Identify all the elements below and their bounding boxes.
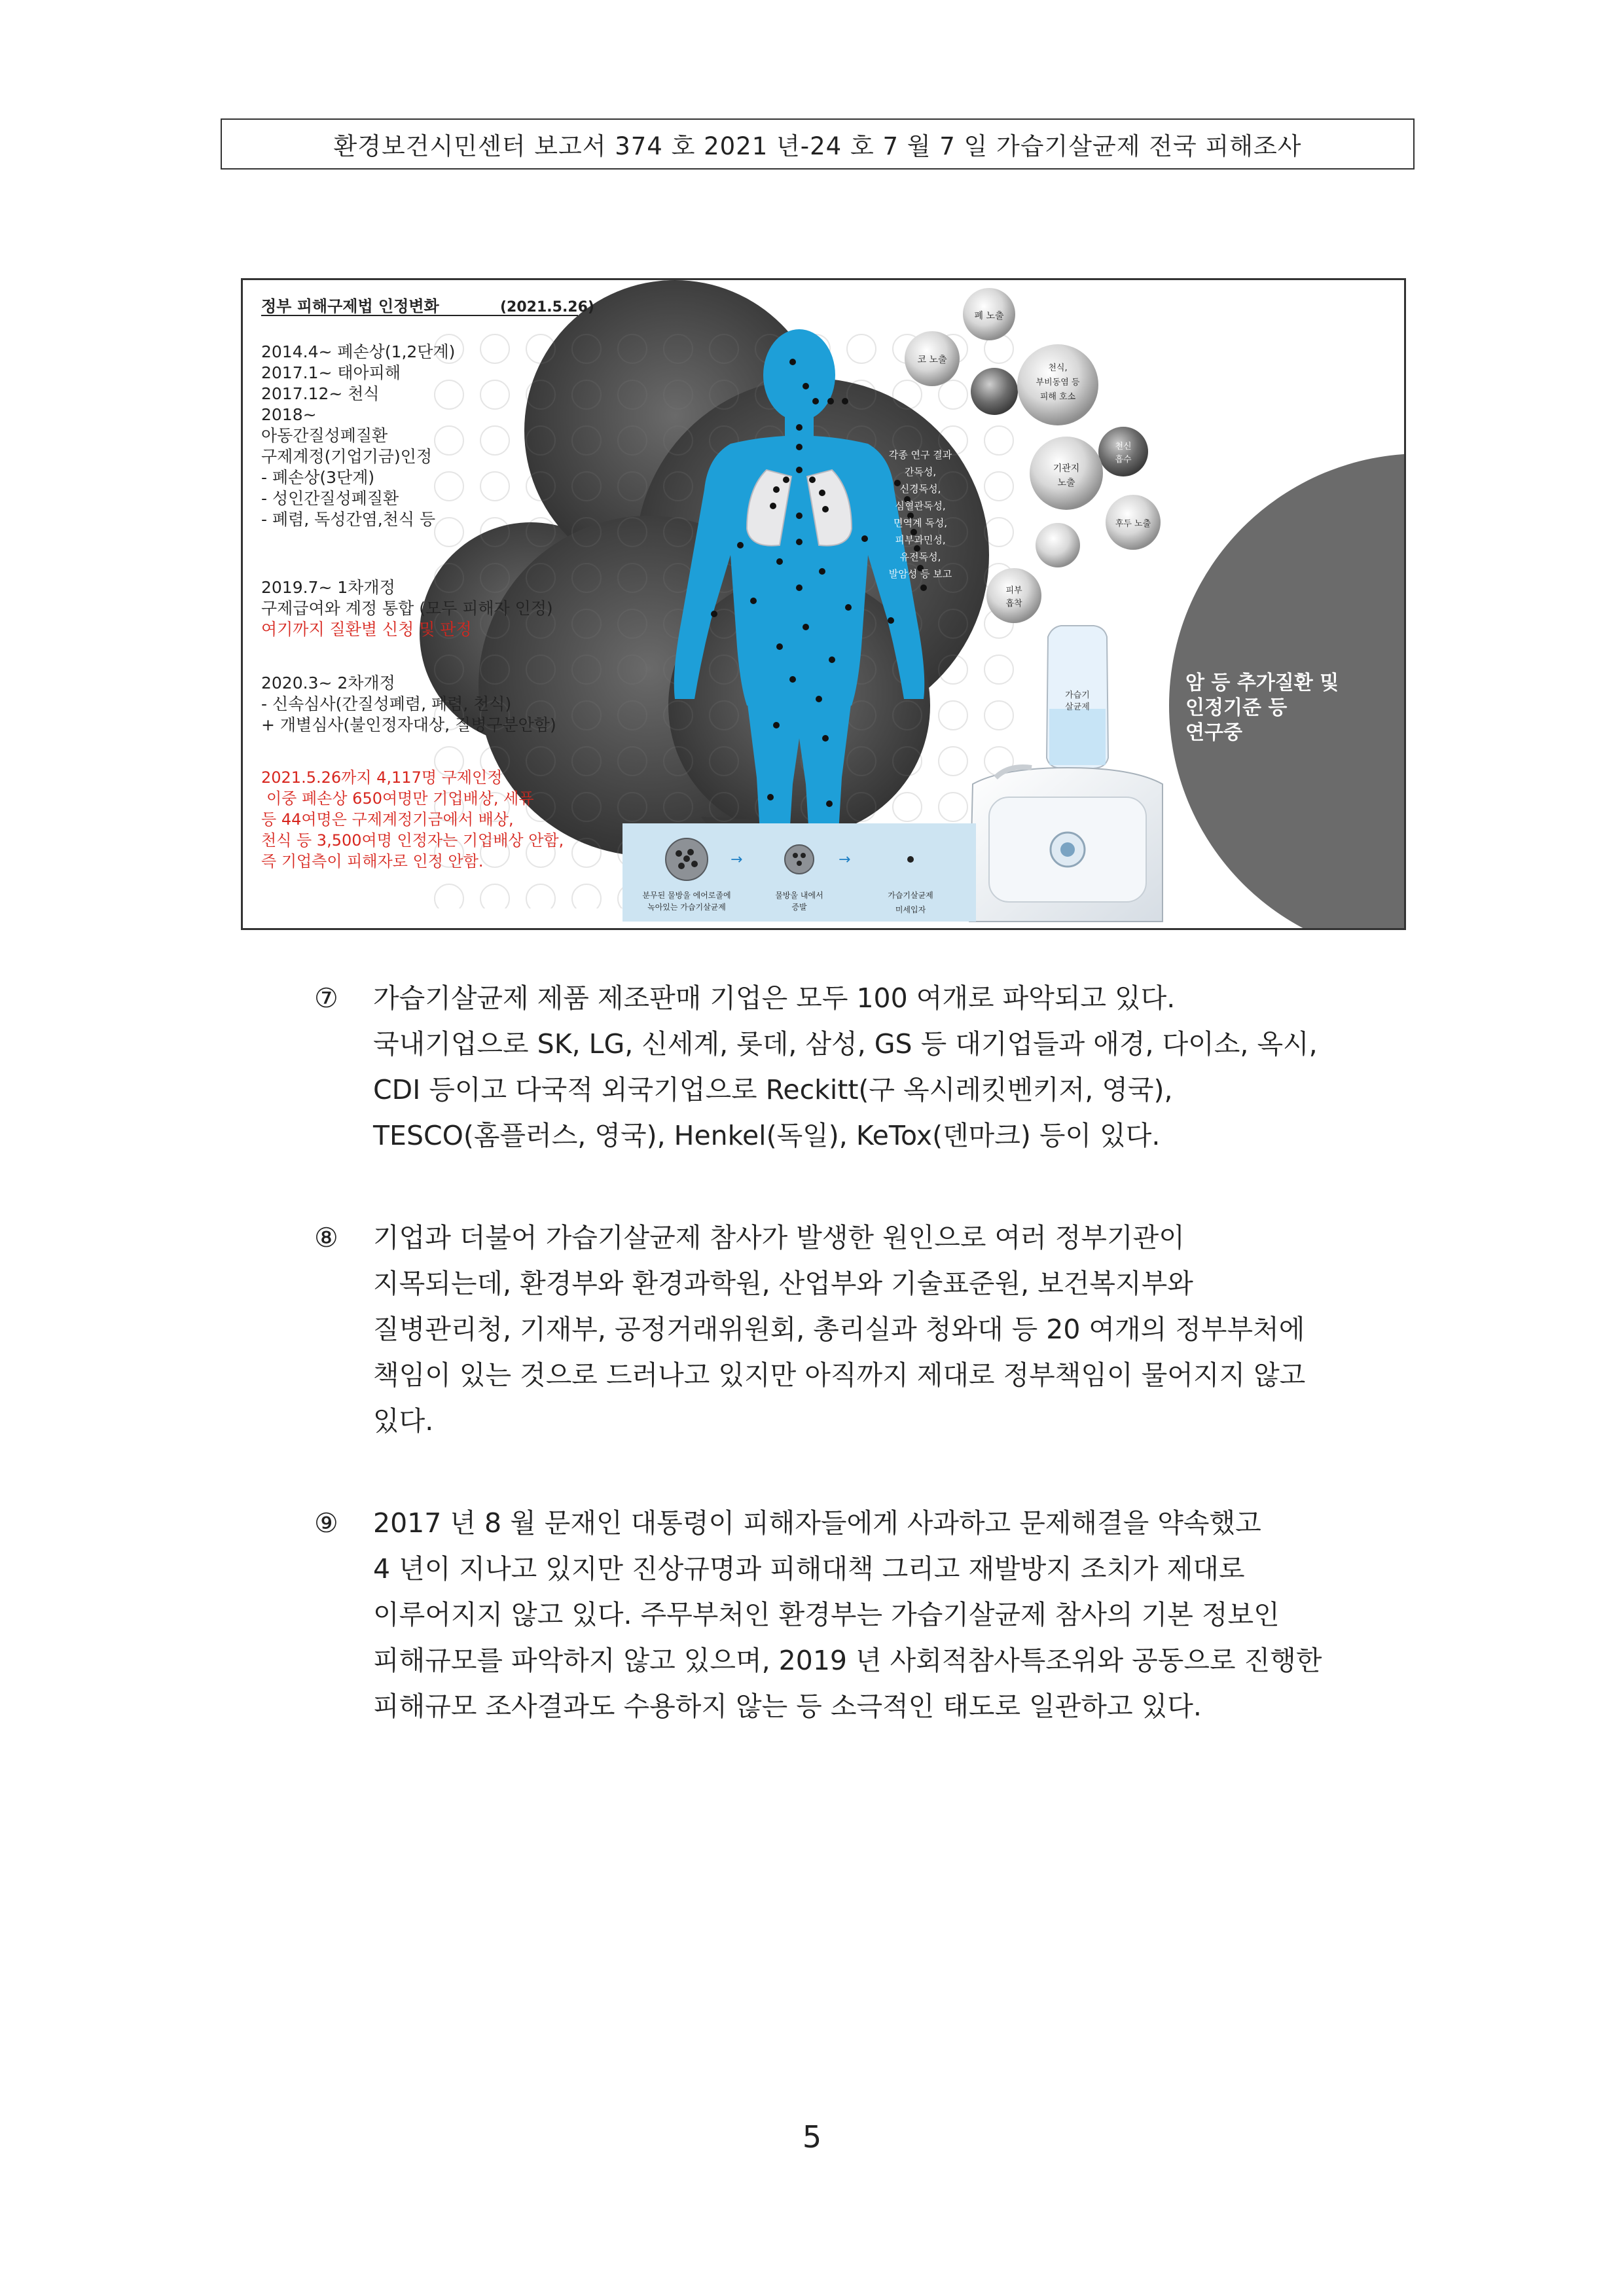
- red-block-line: 천식 등 3,500여명 인정자는 기업배상 안함,: [261, 831, 564, 850]
- study-line: 유전독성,: [899, 551, 941, 563]
- bubble-asthma-label: 천식,: [1048, 363, 1068, 373]
- body-paragraphs: [314, 975, 1414, 1785]
- paragraph-line: 피해규모를 파악하지 않고 있으며, 2019 년 사회적참사특조위와 공동으로 진행한: [373, 1645, 1322, 1676]
- report-header: [221, 118, 1415, 170]
- bubble-bronchi-label: 기관지: [1053, 463, 1080, 474]
- research-line: 암 등 추가질환 및: [1185, 672, 1339, 694]
- infographic-svg: [243, 280, 1404, 928]
- study-line: 간독성,: [904, 466, 937, 478]
- revision1-line: 2019.7~ 1차개정: [261, 578, 395, 597]
- bottle-label: 살균제: [1065, 702, 1090, 712]
- paragraph-line: 질병관리청, 기재부, 공정거래위원회, 총리실과 청와대 등 20 여개의 정부부처에: [373, 1314, 1305, 1345]
- red-block-line: 이중 폐손상 650여명만 기업배상, 세퓨: [266, 789, 534, 808]
- revision2-line: - 신속심사(간질성폐렴, 폐렴, 천식): [261, 694, 512, 713]
- study-line: 발암성 등 보고: [888, 568, 952, 580]
- paragraph-8: [314, 1215, 1414, 1444]
- timeline-line: 구제계정(기업기금)인정: [261, 447, 433, 466]
- paragraph-line: 2017 년 8 월 문재인 대통령이 피해자들에게 사과하고 문제해결을 약속했고: [373, 1507, 1261, 1539]
- bubble-skin-label: 피부: [1005, 586, 1022, 596]
- relief-infographic: [241, 278, 1406, 930]
- paragraph-line: TESCO(홈플러스, 영국), Henkel(독일), KeTox(덴마크) 등이 있다.: [373, 1120, 1161, 1151]
- paragraph-line: 책임이 있는 것으로 드러나고 있지만 아직까지 제대로 정부책임이 물어지지 않고: [373, 1359, 1306, 1391]
- timeline-line: 2017.1~ 태아피해: [261, 363, 401, 382]
- step-label: 물방울 내에서: [775, 891, 823, 900]
- bubble-asthma2-label: 천신: [1115, 442, 1132, 452]
- timeline-line: 2018~: [261, 405, 317, 424]
- bubble-nose-label: 코 노출: [917, 355, 947, 365]
- figure-title-date: (2021.5.26): [500, 299, 594, 315]
- paragraph-9: [314, 1500, 1414, 1729]
- paragraph-line: 지목되는데, 환경부와 환경과학원, 산업부와 기술표준원, 보건복지부와: [373, 1268, 1193, 1299]
- paragraph-line: 국내기업으로 SK, LG, 신세계, 롯데, 삼성, GS 등 대기업들과 애경, 다이소, 옥시,: [373, 1028, 1318, 1060]
- study-line: 면역계 독성,: [893, 517, 947, 529]
- paragraph-line: 피해규모 조사결과도 수용하지 않는 등 소극적인 태도로 일관하고 있다.: [373, 1691, 1202, 1722]
- revision2-line: 2020.3~ 2차개정: [261, 673, 395, 692]
- paragraph-7: [314, 975, 1414, 1158]
- step-label: 미세입자: [895, 905, 926, 914]
- study-line: 피부과민성,: [895, 534, 946, 546]
- timeline-line: 아동간질성폐질환: [261, 426, 388, 445]
- bubble-asthma-label: 부비동염 등: [1036, 378, 1080, 387]
- study-line: 심혈관독성,: [895, 500, 946, 512]
- bubble-small: [1036, 523, 1080, 567]
- paragraph-line: 기업과 더불어 가습기살균제 참사가 발생한 원인으로 여러 정부기관이: [373, 1222, 1185, 1253]
- paragraph-number: ⑦: [314, 982, 338, 1014]
- figure-title: 정부 피해구제법 인정변화: [261, 297, 439, 315]
- arrow-icon: →: [731, 852, 743, 868]
- bubble-skin: [986, 568, 1041, 623]
- red-block-line: 등 44여명은 구제계정기금에서 배상,: [261, 810, 514, 829]
- paragraph-number: ⑧: [314, 1222, 338, 1253]
- paragraph-number: ⑨: [314, 1507, 338, 1539]
- study-line: 신경독성,: [899, 483, 941, 495]
- timeline-line: - 폐손상(3단계): [261, 468, 375, 487]
- report-header-text: 환경보건시민센터 보고서 374 호 2021 년-24 호 7 월 7 일 가습기살균제 전국 피해조사: [333, 132, 1302, 160]
- paragraph-line: CDI 등이고 다국적 외국기업으로 Reckitt(구 옥시레킷벤키저, 영국),: [373, 1074, 1173, 1105]
- bubble-asthma2: [1098, 427, 1148, 476]
- step-label: 녹아있는 가습기살균제: [647, 903, 726, 912]
- paragraph-line: 있다.: [373, 1405, 434, 1437]
- research-line: 연구중: [1185, 721, 1242, 744]
- timeline-line: 2014.4~ 폐손상(1,2단계): [261, 342, 456, 361]
- bubble-asthma-label: 피해 호소: [1039, 392, 1076, 402]
- timeline-line: 2017.12~ 천식: [261, 384, 380, 403]
- revision1-line: 구제급여와 계정 통합 (모두 피해자 인정): [261, 599, 553, 618]
- page-number: 5: [802, 2119, 822, 2155]
- bubble-skin-label: 흡착: [1005, 599, 1022, 609]
- bubble-dark: [971, 368, 1018, 415]
- timeline-line: - 폐렴, 독성간염,천식 등: [261, 510, 436, 529]
- step-label: 가습기살균제: [888, 891, 933, 900]
- research-circle: [1169, 454, 1404, 928]
- timeline-line: - 성인간질성폐질환: [261, 489, 399, 508]
- revision2-line: + 개별심사(불인정자대상, 질병구분안함): [261, 715, 556, 734]
- red-block-line: 즉 기업측이 피해자로 인정 안함.: [261, 852, 484, 870]
- step-label: 증발: [791, 903, 807, 912]
- bubble-larynx-label: 후두 노출: [1115, 519, 1151, 529]
- red-block-line: 2021.5.26까지 4,117명 구제인정: [261, 768, 503, 787]
- revision1-red-note: 여기까지 질환별 신청 및 판정: [261, 620, 472, 639]
- research-line: 인정기준 등: [1185, 696, 1288, 719]
- study-line: 각종 연구 결과: [888, 449, 952, 461]
- bottle-label: 가습기: [1065, 691, 1090, 700]
- bubble-bronchi-label: 노출: [1057, 478, 1075, 488]
- paragraph-line: 이루어지지 않고 있다. 주무부처인 환경부는 가습기살균제 참사의 기본 정보인: [373, 1599, 1280, 1630]
- bubble-asthma2-label: 흡수: [1115, 455, 1132, 465]
- arrow-icon: →: [839, 852, 851, 868]
- paragraph-line: 가습기살균제 제품 제조판매 기업은 모두 100 여개로 파악되고 있다.: [373, 982, 1176, 1014]
- step-label: 분무된 물방울 에어로졸에: [642, 891, 731, 900]
- paragraph-line: 4 년이 지나고 있지만 진상규명과 피해대책 그리고 재발방지 조치가 제대로: [373, 1553, 1245, 1585]
- aerosol-process-steps: [623, 823, 976, 922]
- bubble-lung-label: 폐 노출: [974, 311, 1004, 321]
